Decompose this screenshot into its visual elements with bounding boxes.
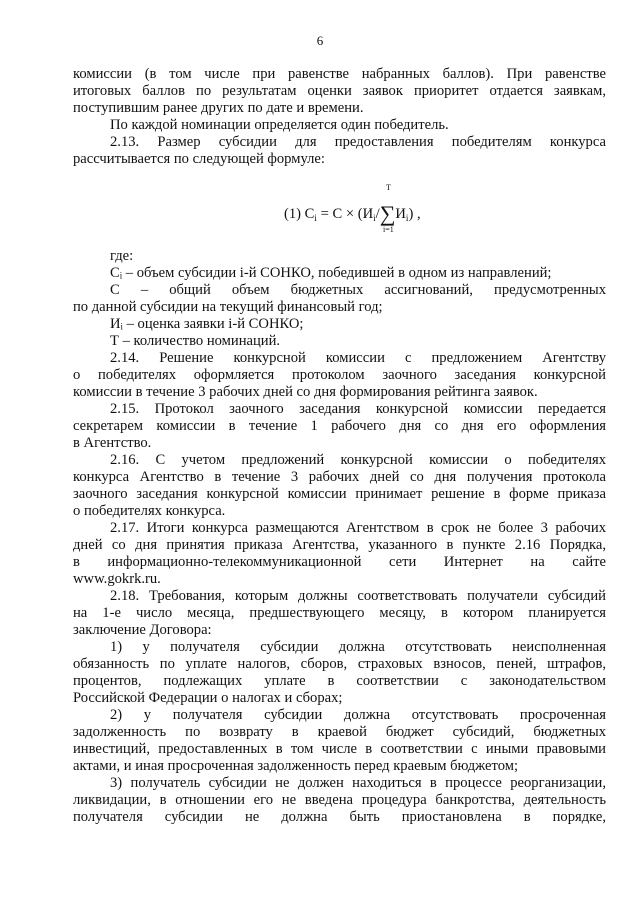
text-line: процентов, подлежащих уплате в соответствии с законодательством xyxy=(73,673,606,689)
formula-sub: i xyxy=(405,213,409,223)
formula-slash: / xyxy=(375,206,380,222)
formula-eq: = C × (И xyxy=(316,206,374,222)
text-line: www.gokrk.ru. xyxy=(73,571,161,587)
text-line: 3) получатель субсидии не должен находиться в процессе реорганизации, xyxy=(110,775,606,791)
text-line: 2.15. Протокол заочного заседания конкурсной комиссии передается xyxy=(110,401,606,417)
text-line: о победителях оформляется протоколом заочного заседания конкурсной xyxy=(73,367,606,383)
text-line: комиссии в течение 3 рабочих дней со дня формирования рейтинга заявок. xyxy=(73,384,538,400)
text-line: 2.18. Требования, которым должны соответствовать получатели субсидий xyxy=(110,588,606,604)
text-line: секретарем комиссии в течение 1 рабочего дня со дня его оформления xyxy=(73,418,606,434)
text-line: итоговых баллов по результатам оценки заявок приоритет отдается заявкам, xyxy=(73,83,606,99)
text-line: инвестиций, предоставленных в том числе в соответствии с иными правовыми xyxy=(73,741,606,757)
formula-sub: i xyxy=(314,213,317,223)
text-line: обязанность по уплате налогов, сборов, страховых взносов, пеней, штрафов, xyxy=(73,656,606,672)
text-line: по данной субсидии на текущий финансовый год; xyxy=(73,299,383,315)
formula-suffix: ) , xyxy=(408,206,421,222)
text-line: рассчитывается по следующей формуле: xyxy=(73,151,325,167)
text-line: комиссии (в том числе при равенстве набранных баллов). При равенстве xyxy=(73,66,606,82)
text-line: дней со дня принятия приказа Агентства, указанного в пункте 2.16 Порядка, xyxy=(73,537,606,553)
text-line: на 1-е число месяца, предшествующего месяцу, в котором планируется xyxy=(73,605,606,621)
text-line: Иᵢ – оценка заявки i-й СОНКО; xyxy=(110,316,304,332)
text-line: Российской Федерации о налогах и сборах; xyxy=(73,690,343,706)
sigma-symbol: ∑ xyxy=(379,201,396,226)
text-line: С – общий объем бюджетных ассигнований, предусмотренных xyxy=(110,282,606,298)
text-line: 1) у получателя субсидии должна отсутствовать неисполненная xyxy=(110,639,606,655)
page-number: 6 xyxy=(316,33,324,48)
text-line: По каждой номинации определяется один победитель. xyxy=(110,117,449,133)
text-line: заочного заседания конкурсной комиссии принимает решение в форме приказа xyxy=(73,486,606,502)
text-line: заключение Договора: xyxy=(73,622,212,638)
formula-sub: i xyxy=(373,213,376,223)
text-line: в Агентство. xyxy=(73,435,152,451)
text-line: ликвидации, в отношении его не введена процедура банкротства, деятельность xyxy=(73,792,606,808)
text-line: о победителях конкурса. xyxy=(73,503,226,519)
text-line: получателя субсидии не должна быть приостановлена в порядке, xyxy=(73,809,606,825)
text-line: 2.16. С учетом предложений конкурсной комиссии о победителях xyxy=(110,452,606,468)
text-line: 2.14. Решение конкурсной комиссии с предложением Агентству xyxy=(110,350,606,366)
text-line: Т – количество номинаций. xyxy=(110,333,281,349)
formula-and: И xyxy=(395,206,406,222)
text-line: 2.17. Итоги конкурса размещаются Агентством в срок не более 3 рабочих xyxy=(110,520,606,536)
text-line: 2.13. Размер субсидии для предоставления победителям конкурса xyxy=(110,134,606,150)
text-line: в информационно-телекоммуникационной сети Интернет на сайте xyxy=(73,554,606,570)
text-line: 2) у получателя субсидии должна отсутствовать просроченная xyxy=(110,707,606,723)
text-line: поступившим ранее других по дате и времени. xyxy=(73,100,364,116)
text-line: Cᵢ – объем субсидии i-й СОНКО, победившей в одном из направлений; xyxy=(110,265,552,281)
subsidy-formula xyxy=(284,183,444,233)
text-line: задолженность по возврату в краевой бюджет субсидий, бюджетных xyxy=(73,724,606,740)
formula-expression xyxy=(284,198,421,224)
sum-upper-limit: T xyxy=(386,183,391,192)
text-line: где: xyxy=(110,248,134,264)
text-line: конкурса Агентство в течение 3 рабочих дней со дня получения протокола xyxy=(73,469,606,485)
formula-prefix: (1) C xyxy=(284,206,315,222)
text-line: актами, и иная просроченная задолженность перед краевым бюджетом; xyxy=(73,758,519,774)
sum-lower-limit: i=1 xyxy=(383,225,394,234)
